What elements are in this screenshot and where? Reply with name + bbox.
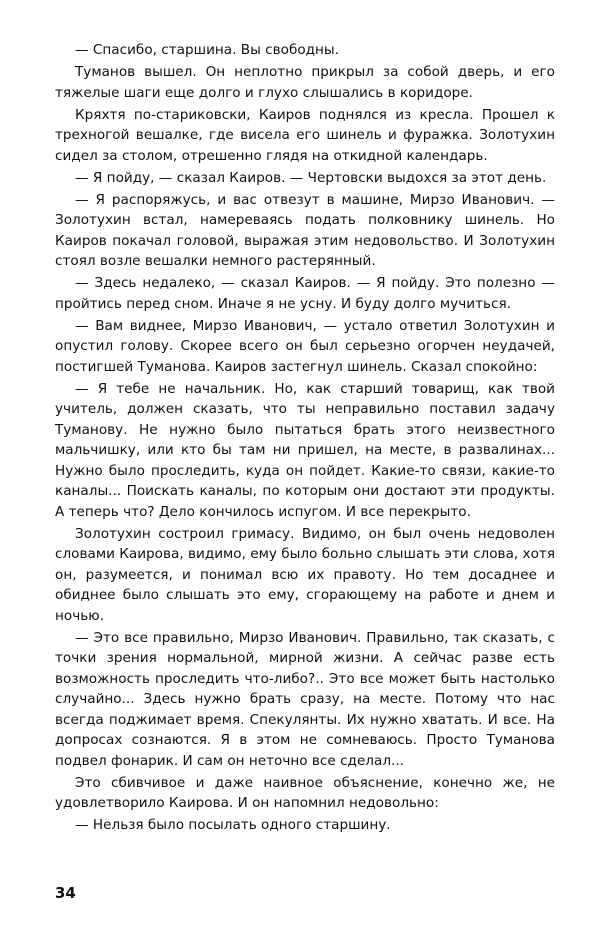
paragraph: Это сбивчивое и даже наивное объяснение, конечно же, не удовлетворило Каирова. И он напомнил недовольно:	[55, 774, 555, 811]
paragraph: Туманов вышел. Он неплотно прикрыл за собой дверь, и его тяжелые шаги еще долго и глухо слышались в коридоре.	[55, 64, 555, 101]
paragraph: — Вам виднее, Мирзо Иванович, — устало ответил Золотухин и опустил голову. Скорее всего он был серьезно огорчен неудачей, постигшей Туманова. Каиров застегнул шинель. Сказал спокойно:	[55, 317, 555, 375]
paragraph: Кряхтя по-стариковски, Каиров поднялся из кресла. Прошел к трехногой вешалке, где висела его шинель и фуражка. Золотухин сидел за столом, отрешенно глядя на откидной календарь.	[55, 106, 555, 164]
paragraph: — Я пойду, — сказал Каиров. — Чертовски выдохся за этот день.	[75, 169, 547, 186]
paragraph: — Я тебе не начальник. Но, как старший товарищ, как твой учитель, должен сказать, что ты неправильно поставил задачу Туманову. Не нужно было пытаться брать этого неизвестного мальчишку, или кто бы там ни пришел, на месте, в развалинах... Нужно было проследить, куда он пойдет. Какие-то связи, какие-то каналы... Поискать каналы, по которым они достают эти продукты. А теперь что? Дело кончилось испугом. И все перекрыто.	[55, 380, 555, 520]
paragraph: — Это все правильно, Мирзо Иванович. Правильно, так сказать, с точки зрения нормальной, мирной жизни. А сейчас разве есть возможность проследить что-либо?.. Это все может быть настолько случайно... Здесь нужно брать сразу, на месте. Потому что нас всегда поджимает время. Спекулянты. Их нужно хватать. И все. На допросах сознаются. Я в этом не сомневаюсь. Просто Туманова подвел фонарик. И сам он неточно все сделал...	[55, 629, 555, 769]
page-number: 34	[55, 884, 76, 902]
paragraph: Золотухин состроил гримасу. Видимо, он был очень недоволен словами Каирова, видимо, ему было больно слышать эти слова, хотя он, разумеется, и понимал всю их правоту. Но тем досаднее и обиднее было слышать это ему, сгорающему на работе и днем и ночью.	[55, 525, 555, 624]
paragraph: — Здесь недалеко, — сказал Каиров. — Я пойду. Это полезно — пройтись перед сном. Иначе я не усну. И буду долго мучиться.	[55, 275, 555, 312]
paragraph: — Спасибо, старшина. Вы свободны.	[75, 42, 339, 58]
paragraph: — Я распоряжусь, и вас отвезут в машине, Мирзо Иванович. — Золотухин встал, намереваясь подать полковнику шинель. Но Каиров покачал головой, выражая этим недовольство. И Золотухин стоял возле вешалки немного растерянный.	[55, 191, 555, 269]
page-text	[55, 40, 555, 837]
paragraph: — Нельзя было посылать одного старшину.	[75, 817, 391, 833]
